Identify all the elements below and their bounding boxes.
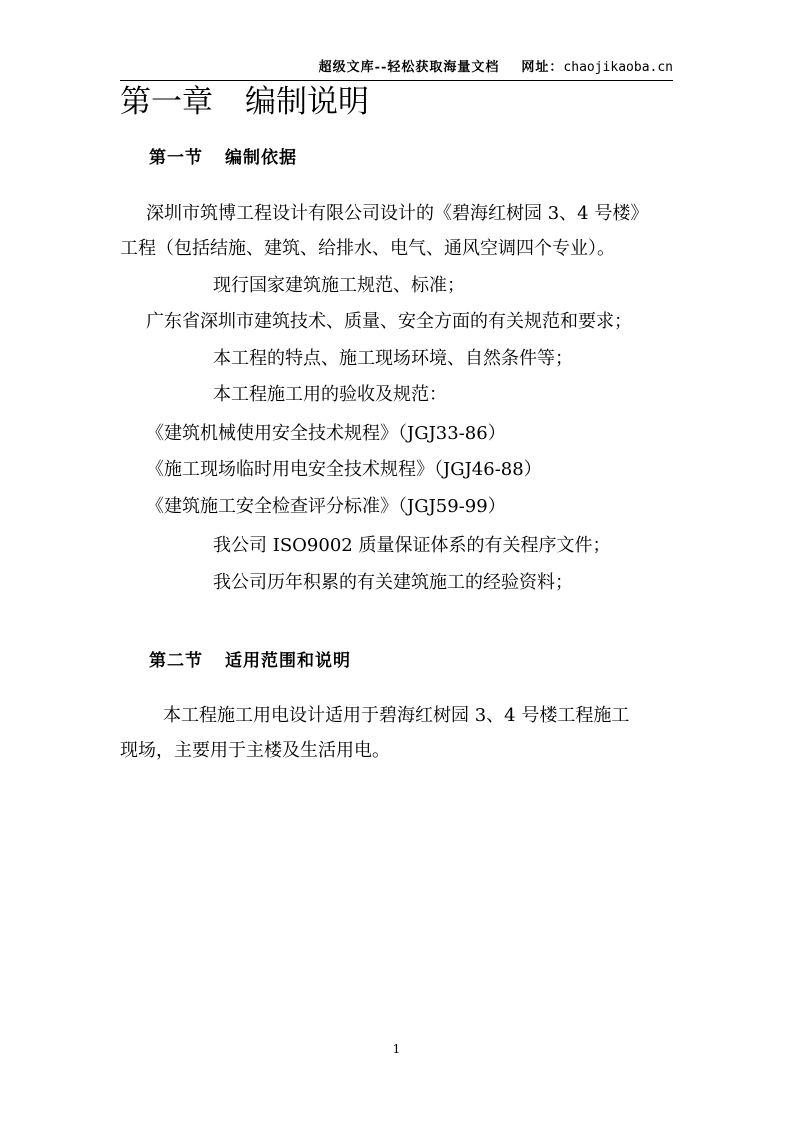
paragraph-line: 《建筑施工安全检查评分标准》（JGJ59-99） [146,496,506,517]
chapter-title [120,80,369,124]
section-2-name: 适用范围和说明 [225,651,351,671]
chapter-name: 编制说明 [245,84,369,120]
paragraph-line: 《建筑机械使用安全技术规程》（JGJ33-86） [146,423,506,444]
section-1-title [149,143,297,168]
section-1-number: 第一节 [149,148,203,168]
header-url: chaojikaoba.cn [563,60,673,75]
paragraph-line: 我公司历年积累的有关建筑施工的经验资料； [213,572,573,593]
paragraph-line: 本工程的特点、施工现场环境、自然条件等； [213,348,573,369]
paragraph-line: 现行国家建筑施工规范、标准； [213,275,465,296]
paragraph-line: 广东省深圳市建筑技术、质量、安全方面的有关规范和要求； [146,311,632,332]
paragraph-line: 深圳市筑博工程设计有限公司设计的《碧海红树园 3、4 号楼》 [146,203,649,224]
paragraph-line: 《施工现场临时用电安全技术规程》（JGJ46-88） [146,459,542,480]
paragraph-line: 本工程施工用电设计适用于碧海红树园 3、4 号楼工程施工 [163,705,630,726]
paragraph-line: 工程（包括结施、建筑、给排水、电气、通风空调四个专业）。 [120,238,615,259]
paragraph-line: 本工程施工用的验收及规范： [213,384,447,405]
section-2-title [149,646,351,671]
section-1-name: 编制依据 [225,148,297,168]
header-url-label: 网址： [521,60,564,75]
paragraph-line: 我公司 ISO9002 质量保证体系的有关程序文件； [213,535,611,556]
page-header [120,56,673,81]
header-site-name: 超级文库--轻松获取海量文档 [318,60,500,75]
section-2-number: 第二节 [149,651,203,671]
paragraph-line: 现场，主要用于主楼及生活用电。 [120,740,390,761]
page-number: 1 [392,1042,401,1056]
chapter-number: 第一章 [120,84,213,120]
